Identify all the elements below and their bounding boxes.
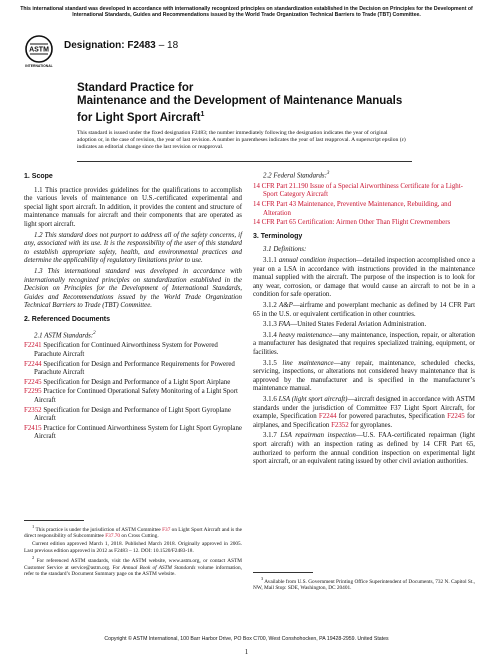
definition-number: 3.1.4 xyxy=(263,331,279,339)
reference-link[interactable]: F2245 xyxy=(24,378,42,386)
footnote-1-text-c: on Cross Cutting. xyxy=(120,533,159,540)
definition-text: —United States Federal Aviation Administration. xyxy=(290,321,427,329)
definition-number: 3.1.7 xyxy=(263,432,281,440)
definition-term: A&P xyxy=(279,302,293,310)
spec-link[interactable]: F2244 xyxy=(318,413,337,421)
title-line-3-text: for Light Sport Aircraft xyxy=(77,111,201,124)
definition-text: —any repair, maintenance, scheduled checks, servicing, inspections, or alterations not considered heavy maintenance that is approved by the manufacturer and is specified in the manufacturer’s maintenance manual. xyxy=(253,359,475,393)
reference-link[interactable]: F2241 xyxy=(24,342,42,350)
reference-item xyxy=(253,219,475,228)
terminology-heading: 3. Terminology xyxy=(253,232,303,240)
definition-item xyxy=(253,321,475,330)
definition-number: 3.1.5 xyxy=(263,359,283,367)
footnote-1-text-a: This practice is under the jurisdiction of ASTM Committee xyxy=(35,526,163,533)
footnote-2-text-a: For referenced ASTM standards, visit the ASTM website, www.astm.org, or contact ASTM Customer Service at service@astm.org. For xyxy=(24,557,243,571)
footnote-3: $^3$ Available from U.S. Government Printing Office Superintendent of Documents, 732 N. Capitol St., NW, Mail Stop: SDE, Washington, DC 20401. xyxy=(253,576,475,592)
reference-title: Specification for Continued Airworthiness System for Powered Parachute Aircraft xyxy=(34,342,218,358)
reference-item xyxy=(24,361,242,378)
reference-item xyxy=(24,425,242,442)
right-footnotes xyxy=(253,572,475,593)
astm-standards-label-text: 2.1 ASTM Standards: xyxy=(34,331,94,339)
astm-standards-list xyxy=(24,342,242,442)
definition-item xyxy=(253,396,475,430)
title-line-3 xyxy=(77,108,407,125)
definition-text: for airplanes, and Specification xyxy=(253,413,475,429)
reference-title: Specification for Design and Performance of Light Sport Gyroplane Aircraft xyxy=(34,406,231,423)
reference-title: Issue of a Special Airworthiness Certificate for a Light-Sport Category Aircraft xyxy=(263,182,463,199)
reference-item xyxy=(24,379,242,388)
designation-label: Designation: F2483 xyxy=(64,40,156,51)
definition-number: 3.1.2 xyxy=(263,302,280,310)
reference-link[interactable]: F2352 xyxy=(24,406,42,414)
definition-item xyxy=(253,302,475,319)
reference-title: Specification for Design and Performance of a Light Sport Airplane xyxy=(41,378,231,386)
definition-term: line maintenance xyxy=(282,359,334,367)
definition-item xyxy=(253,432,475,466)
astm-logo xyxy=(24,34,54,68)
reference-title: Specification for Design and Performance Requirements for Powered Parachute Aircraft xyxy=(34,360,235,377)
footnote-1-dates: Current edition approved March 1, 2018. Published March 2018. Originally approved in 2005. Last previous edition approved in 2012 as F2483 – 12. DOI: 10.1520/F2483-18. xyxy=(24,540,242,554)
scope-heading: 1. Scope xyxy=(24,173,53,180)
page-title xyxy=(77,82,407,125)
definition-number: 3.1.1 xyxy=(263,257,279,265)
footnote-divider xyxy=(24,520,84,521)
definition-text: for powered parachutes, Specification xyxy=(336,413,448,421)
left-footnotes xyxy=(24,520,242,579)
definition-text: —airframe and powerplant mechanic as defined by 14 CFR Part 65 in the U.S. or equivalent certification in other countries. xyxy=(253,302,475,318)
page-number: 1 xyxy=(244,648,249,656)
definition-text: —aircraft designed in accordance with ASTM standards under the jurisdiction of Committee F37 Light Sport Aircraft, for example, Specification xyxy=(253,395,475,421)
footnote-divider xyxy=(253,572,313,573)
definition-term: annual condition inspection xyxy=(278,257,357,265)
referenced-documents-heading: 2. Referenced Documents xyxy=(24,315,110,323)
title-footnote-mark: 1 xyxy=(200,111,205,118)
footnote-2: $^2$ For referenced ASTM standards, visit the ASTM website, www.astm.org, or contact ASTM Customer Service at service@astm.org. For Annual Book of ASTM Standards volume information, refer to the standard’s Document Summary page on the ASTM website. xyxy=(24,555,243,578)
definition-term: heavy maintenance xyxy=(278,331,333,339)
scope-1-2: 1.2 This standard does not purport to address all of the safety concerns, if any, associated with its use. It is the responsibility of the user of this standard to establish appropriate safety, health, and environmental practices and determine the applicability of regulatory limitations prior to use. xyxy=(24,231,242,265)
scope-1-1: 1.1 This practice provides guidelines for the qualifications to accomplish the various levels of maintenance on U.S.-certificated experimental and special light sport aircraft. In addition, it provides the content and structure of maintenance manuals for aircraft and their components that are operated as light sport aircraft. xyxy=(24,186,242,228)
left-column xyxy=(24,168,242,443)
subcommittee-link[interactable]: F37.70 xyxy=(105,533,121,540)
definitions-label: 3.1 Definitions: xyxy=(263,246,307,254)
footnote-2-italic: Annual Book of ASTM Standards xyxy=(122,564,196,571)
definition-number: 3.1.3 xyxy=(263,321,279,329)
definition-item xyxy=(253,257,475,300)
designation-edition: – 18 xyxy=(158,40,179,51)
astm-standards-label xyxy=(34,330,242,341)
reference-link[interactable]: F2295 xyxy=(24,388,42,396)
title-line-2: Maintenance and the Development of Maintenance Manuals xyxy=(77,95,403,107)
svg-text:INTERNATIONAL: INTERNATIONAL xyxy=(25,64,53,68)
federal-standards-label-text: 2.2 Federal Standards: xyxy=(263,172,327,180)
definition-term: LSA (light sport aircraft) xyxy=(278,395,348,403)
definition-text: —detailed inspection accomplished once a year on a LSA in accordance with instructions provided in the maintenance manual supplied with the aircraft. The purpose of the inspection is to look for any wear, corrosion, or damage that would cause an aircraft to not be in a condition for safe operation. xyxy=(253,257,475,299)
definition-text: for gyroplanes. xyxy=(348,421,393,429)
reference-link[interactable]: 14 CFR Part 43 xyxy=(253,201,297,209)
title-line-1: Standard Practice for xyxy=(77,82,194,94)
definition-text: —any maintenance, inspection, repair, or alteration a manufacturer has designated that requires specialized training, equipment, or facilities. xyxy=(253,331,476,356)
svg-text:ASTM: ASTM xyxy=(29,46,49,54)
footnote-2-text-b: volume information, refer to the standard’s Document Summary page on the ASTM website. xyxy=(24,564,242,578)
copyright-footer: Copyright © ASTM International, 100 Barr Harbor Drive, PO Box C700, West Conshohocken, PA 19428-2959. United States xyxy=(104,636,389,642)
definition-item xyxy=(253,360,475,394)
federal-standards-label xyxy=(263,170,475,181)
footnote-1-text-b: on Light Sport Aircraft and is the direct responsibility of Subcommittee xyxy=(24,526,243,540)
spec-link[interactable]: F2245 xyxy=(447,413,465,421)
definition-item xyxy=(253,332,475,358)
committee-link[interactable]: F37 xyxy=(162,526,171,533)
reference-title: Practice for Continued Operational Safety Monitoring of a Light Sport Aircraft xyxy=(34,388,238,404)
spec-link[interactable]: F2352 xyxy=(331,421,349,429)
header-divider xyxy=(77,161,412,162)
reference-item xyxy=(24,388,242,405)
definition-number: 3.1.6 xyxy=(263,395,279,403)
reference-link[interactable]: 14 CFR Part 65 xyxy=(253,219,297,227)
astm-standards-mark: 2 xyxy=(93,330,96,336)
reference-title: Practice for Continued Airworthiness System for Light Sport Gyroplane Aircraft xyxy=(34,424,242,441)
definition-text: —U.S. FAA-certificated repairman (light sport aircraft) with an inspection rating as defined by 14 CFR Part 65, authorized to perform the annual condition inspection on experimental light sport aircraft, or an equivalent rating issued by other civil aviation authorities. xyxy=(253,432,475,466)
reference-item xyxy=(24,342,242,359)
definition-term: FAA xyxy=(278,321,291,329)
designation xyxy=(64,40,178,51)
definition-term: LSA repairman inspection xyxy=(280,432,356,440)
reference-title: Certification: Airmen Other Than Flight Crewmembers xyxy=(296,219,451,227)
international-standard-notice: This international standard was developed in accordance with internationally recognized principles on standardization established in the Decision on Principles for the Development of International Standards, Guides and Recommendations issued by the World Trade Organization Technical Barriers to Trade (TBT) Committee. xyxy=(20,6,473,19)
scope-1-3: 1.3 This international standard was developed in accordance with internationally recognized principles on standardization established in the Decision on Principles for the Development of International Standards, Guides and Recommendations issued by the World Trade Organization Technical Barriers to Trade (TBT) Committee. xyxy=(24,267,242,310)
reference-item xyxy=(24,407,242,424)
right-column xyxy=(253,168,475,469)
reference-link[interactable]: F2415 xyxy=(24,424,42,432)
federal-standards-mark: 3 xyxy=(326,171,330,176)
issued-notice: This standard is issued under the fixed designation F2483; the number immediately following the designation indicates the year of original adoption or, in the case of revision, the year of last revision. A number in parentheses indicates the year of last reapproval. A superscript epsilon (ε) indicates an editorial change since the last revision or reapproval. xyxy=(77,130,406,150)
federal-standards-list xyxy=(253,183,475,228)
footnote-1: $^1$ This practice is under the jurisdiction of ASTM Committee F37 on Light Sport Aircraft and is the direct responsibility of Subcommittee F37.70 on Cross Cutting. xyxy=(24,524,243,540)
reference-title: Maintenance, Preventive Maintenance, Rebuilding, and Alteration xyxy=(263,201,452,217)
reference-item xyxy=(253,201,475,218)
reference-item xyxy=(253,183,475,200)
footnote-3-text: Available from U.S. Government Printing Office Superintendent of Documents, 732 N. Capitol St., NW, Mail Stop: SDE, Washington, DC 20401. xyxy=(253,578,475,592)
reference-link[interactable]: 14 CFR Part 21.190 xyxy=(253,182,309,190)
reference-link[interactable]: F2244 xyxy=(24,360,42,368)
